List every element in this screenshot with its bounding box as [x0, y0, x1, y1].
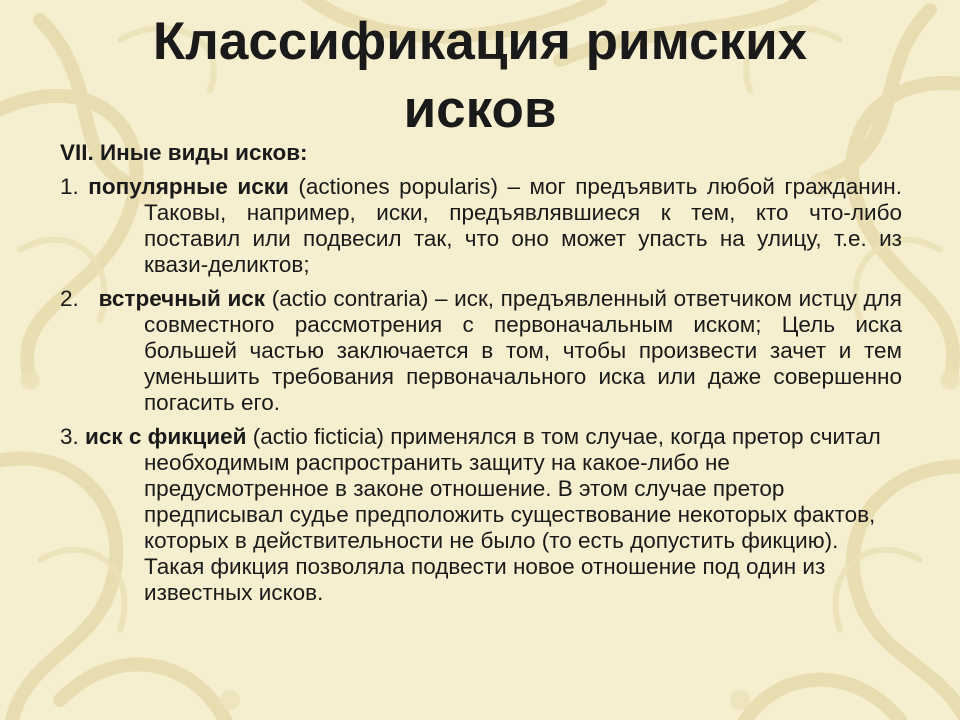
slide-title [0, 8, 960, 144]
slide-title-line-1: Классификация римских [152, 12, 808, 71]
list-item-2-term: встречный иск [98, 286, 266, 311]
slide-body [60, 140, 902, 614]
list-item-1-text: (actiones popularis) – мог предъявить любой гражданин. Таковы, например, иски, предъявлявшиеся к тем, кто что-либо поставил или подвесил так, что оно может упасть на улицу, т.е. из квази-деликтов; [144, 174, 902, 277]
list-item-1-term: популярные иски [88, 174, 289, 199]
list-item-2-text: (actio contraria) – иск, предъявленный ответчиком истцу для совместного рассмотрения с первоначальным иском; Цель иска большей частью заключается в том, чтобы произвести зачет и тем уменьшить требования первоначального иска или даже совершенно погасить его. [144, 286, 902, 415]
list-item-3 [60, 424, 902, 606]
list-item-1-number: 1. [60, 174, 79, 199]
list-item-1 [60, 174, 902, 278]
list-item-3-text: (actio ficticia) применялся в том случае, когда претор считал необходимым распространить защиту на какое-либо не предусмотренное в законе отношение. В этом случае претор предписывал судье предположить существование некоторых фактов, которых в действительности не было (то есть допустить фикцию). Такая фикция позволяла подвести новое отношение под один из известных исков. [144, 424, 881, 605]
list-item-3-term: иск с фикцией [85, 424, 247, 449]
section-heading: VII. Иные виды исков: [60, 140, 308, 165]
list-item-3-number: 3. [60, 424, 79, 449]
slide-title-line-2: исков [403, 80, 557, 139]
list-item-2-number: 2. [60, 286, 79, 311]
list-item-2 [60, 286, 902, 416]
